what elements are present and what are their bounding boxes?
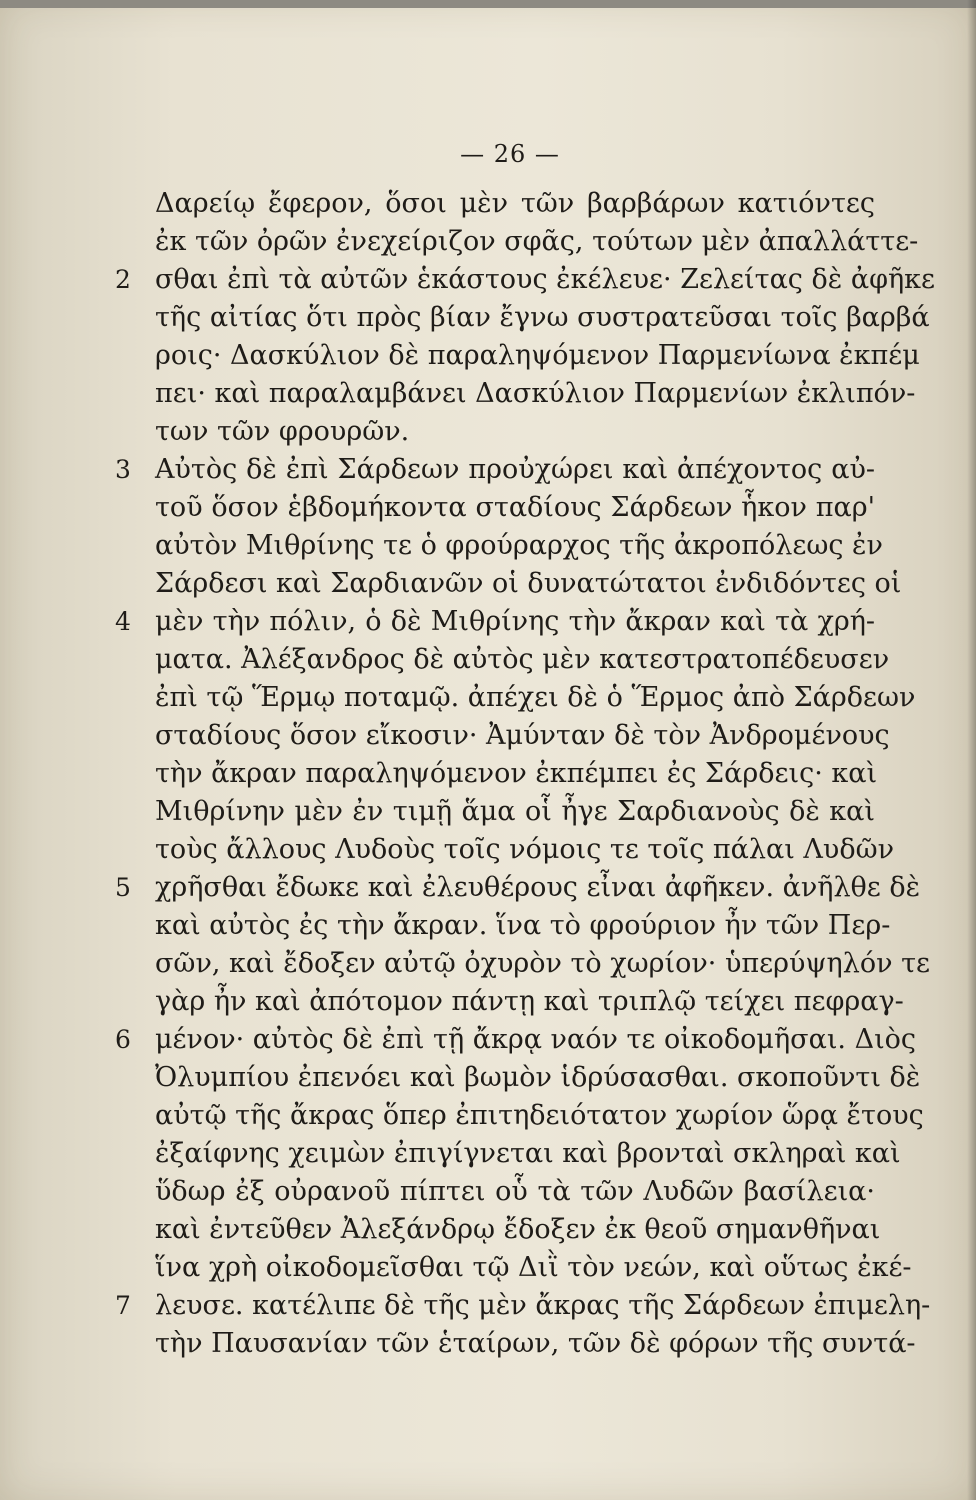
line-text: τῆς αἰτίας ὅτι πρὸς βίαν ἔγνω συστρατεῦσαι τοῖς βαρβά bbox=[155, 302, 930, 333]
margin-section-number: 2 bbox=[115, 265, 131, 294]
line-text: ἵνα χρὴ οἰκοδομεῖσθαι τῷ Διῒ τὸν νεών, καὶ οὕτως ἐκέ- bbox=[155, 1252, 912, 1283]
line-text: μὲν τὴν πόλιν, ὁ δὲ Μιθρίνης τὴν ἄκραν καὶ τὰ χρή- bbox=[155, 606, 875, 637]
line-text: τὴν Παυσανίαν τῶν ἑταίρων, τῶν δὲ φόρων τῆς συντά- bbox=[155, 1328, 916, 1359]
line-text: καὶ αὐτὸς ἐς τὴν ἄκραν. ἵνα τὸ φρούριον ἦν τῶν Περ- bbox=[155, 910, 891, 941]
line-text: γὰρ ἦν καὶ ἀπότομον πάντῃ καὶ τριπλῷ τείχει πεφραγ- bbox=[155, 986, 904, 1017]
text-line bbox=[155, 945, 931, 983]
text-line bbox=[155, 565, 902, 603]
line-text: πει· καὶ παραλαμβάνει Δασκύλιον Παρμενίων ἐκλιπόν- bbox=[155, 378, 916, 409]
line-text: ἐξαίφνης χειμὼν ἐπιγίγνεται καὶ βρονταὶ σκληραὶ καὶ bbox=[155, 1138, 901, 1169]
text-line bbox=[115, 451, 875, 489]
line-text: τοῦ ὅσον ἑβδομήκοντα σταδίους Σάρδεων ἧκον παρ' bbox=[155, 492, 875, 523]
page-top-edge bbox=[0, 0, 976, 8]
line-text: Δαρείῳ ἔφερον, ὅσοι μὲν τῶν βαρβάρων κατιόντες bbox=[155, 188, 875, 219]
line-text: αὐτὸν Μιθρίνης τε ὁ φρούραρχος τῆς ἀκροπόλεως ἐν bbox=[155, 530, 883, 561]
text-line bbox=[155, 299, 930, 337]
text-line bbox=[155, 223, 919, 261]
body-text bbox=[115, 185, 936, 1363]
text-line bbox=[115, 603, 875, 641]
text-line bbox=[155, 1249, 912, 1287]
line-text: λευσε. κατέλιπε δὲ τῆς μὲν ἄκρας τῆς Σάρδεων ἐπιμελη- bbox=[155, 1290, 931, 1321]
line-text: Σάρδεσι καὶ Σαρδιανῶν οἱ δυνατώτατοι ἐνδιδόντες οἱ bbox=[155, 568, 902, 599]
line-text: σταδίους ὅσον εἴκοσιν· Ἀμύνταν δὲ τὸν Ἀνδρομένους bbox=[155, 720, 890, 751]
line-text: σῶν, καὶ ἔδοξεν αὐτῷ ὀχυρὸν τὸ χωρίον· ὑπερύψηλόν τε bbox=[155, 948, 931, 979]
text-line bbox=[155, 1135, 901, 1173]
text-line bbox=[155, 717, 890, 755]
line-text: αὐτῷ τῆς ἄκρας ὅπερ ἐπιτηδειότατον χωρίον ὥρᾳ ἔτους bbox=[155, 1100, 924, 1131]
text-line bbox=[155, 1059, 921, 1097]
text-line bbox=[115, 261, 936, 299]
text-line bbox=[155, 1097, 924, 1135]
text-line bbox=[155, 755, 878, 793]
text-line bbox=[155, 185, 875, 223]
text-line bbox=[155, 679, 916, 717]
line-text: ροις· Δασκύλιον δὲ παραληψόμενον Παρμενίωνα ἐκπέμ bbox=[155, 340, 920, 371]
text-line bbox=[155, 413, 875, 451]
line-text: Αὐτὸς δὲ ἐπὶ Σάρδεων προὐχώρει καὶ ἀπέχοντος αὐ- bbox=[155, 454, 875, 485]
line-text: τοὺς ἄλλους Λυδοὺς τοῖς νόμοις τε τοῖς πάλαι Λυδῶν bbox=[155, 834, 895, 865]
margin-section-number: 6 bbox=[115, 1025, 131, 1054]
line-text: μένον· αὐτὸς δὲ ἐπὶ τῇ ἄκρᾳ ναόν τε οἰκοδομῆσαι. Διὸς bbox=[155, 1024, 917, 1055]
text-line bbox=[115, 869, 921, 907]
text-line bbox=[155, 337, 920, 375]
text-line bbox=[155, 641, 890, 679]
margin-section-number: 4 bbox=[115, 607, 131, 636]
margin-section-number: 5 bbox=[115, 873, 131, 902]
line-text: ματα. Ἀλέξανδρος δὲ αὐτὸς μὲν κατεστρατοπέδευσεν bbox=[155, 644, 890, 675]
line-text: τὴν ἄκραν παραληψόμενον ἐκπέμπει ἐς Σάρδεις· καὶ bbox=[155, 758, 878, 789]
line-text: Μιθρίνην μὲν ἐν τιμῇ ἅμα οἷ ἦγε Σαρδιανοὺς δὲ καὶ bbox=[155, 796, 875, 827]
line-text: των τῶν φρουρῶν. bbox=[155, 416, 410, 447]
page-number: — 26 — bbox=[460, 140, 560, 168]
line-text: σθαι ἐπὶ τὰ αὐτῶν ἑκάστους ἐκέλευε· Ζελείτας δὲ ἀφῆκε bbox=[155, 264, 936, 295]
line-text: ἐκ τῶν ὀρῶν ἐνεχείριζον σφᾶς, τούτων μὲν ἀπαλλάττε- bbox=[155, 226, 919, 257]
text-line bbox=[155, 1173, 875, 1211]
line-text: χρῆσθαι ἔδωκε καὶ ἐλευθέρους εἶναι ἀφῆκεν. ἀνῆλθε δὲ bbox=[155, 872, 921, 903]
text-line bbox=[155, 831, 895, 869]
line-text: ὕδωρ ἐξ οὐρανοῦ πίπτει οὗ τὰ τῶν Λυδῶν βασίλεια· bbox=[155, 1176, 875, 1207]
text-line bbox=[155, 527, 883, 565]
text-line bbox=[155, 1211, 881, 1249]
text-line bbox=[155, 793, 875, 831]
text-line bbox=[115, 1287, 931, 1325]
margin-section-number: 7 bbox=[115, 1291, 131, 1320]
text-line bbox=[155, 489, 875, 527]
page-right-edge bbox=[967, 0, 976, 1500]
text-line bbox=[155, 983, 904, 1021]
text-line bbox=[155, 907, 891, 945]
margin-section-number: 3 bbox=[115, 455, 131, 484]
line-text: καὶ ἐντεῦθεν Ἀλεξάνδρῳ ἔδοξεν ἐκ θεοῦ σημανθῆναι bbox=[155, 1214, 881, 1245]
line-text: Ὀλυμπίου ἐπενόει καὶ βωμὸν ἱδρύσασθαι. σκοποῦντι δὲ bbox=[155, 1062, 921, 1093]
text-line bbox=[115, 1021, 917, 1059]
text-line bbox=[155, 375, 916, 413]
text-line bbox=[155, 1325, 916, 1363]
line-text: ἐπὶ τῷ Ἕρμῳ ποταμῷ. ἀπέχει δὲ ὁ Ἕρμος ἀπὸ Σάρδεων bbox=[155, 682, 916, 713]
